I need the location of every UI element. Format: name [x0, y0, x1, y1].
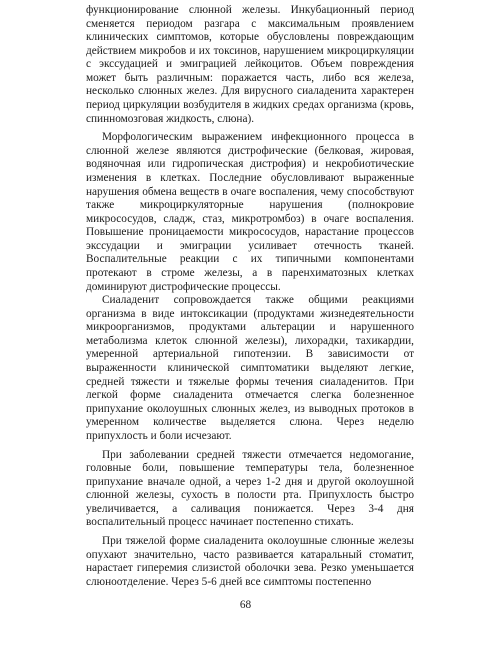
paragraph-1: функционирование слюнной железы. Инкубационный период сменяется периодом разгара с максимальным проявлением клинических симптомов, которые обусловлены повреждающим действием микробов и их токсинов, нарушением микроциркуляции с экссудацией и эмиграцией лейкоцитов. Объем повреждения может быть различным: поражается часть, либо вся железа, несколько слюнных желез. Для вирусного сиаладенита характерен период циркуляции возбудителя в жидких средах организма (кровь, спинномозговая жидкость, слюна). [86, 4, 414, 125]
paragraph-5: При тяжелой форме сиаладенита околоушные слюнные железы опухают значительно, часто развивается катаральный стоматит, нарастает гиперемия слизистой оболочки зева. Резко уменьшается слюноотделение. Через 5-6 дней все симптомы постепенно [86, 534, 414, 588]
paragraph-2: Морфологическим выражением инфекционного процесса в слюнной железе являются дистрофические (белковая, жировая, водяночная или гидропическая дистрофия) и некробиотические изменения в клетках. Последние обусловливают выраженные нарушения обмена веществ в очаге воспаления, чему способствуют также микроциркуляторные нарушения (полнокровие микрососудов, сладж, стаз, микротромбоз) в очаге воспаления. Повышение проницаемости микрососудов, нарастание процессов экссудации и эмиграции усиливает отечность тканей. Воспалительные реакции с их типичными компонентами протекают в строме железы, а в паренхиматозных клетках доминируют дистрофические процессы. [86, 131, 414, 293]
page-number: 68 [239, 599, 252, 611]
paragraph-3: Сиаладенит сопровождается также общими реакциями организма в виде интоксикации (продуктами жизнедеятельности микроорганизмов, продуктами альтерации и нарушенного метаболизма клеток слюнной железы), лихорадки, тахикардии, умеренной артериальной гипотензии. В зависимости от выраженности клинической симптоматики выделяют легкие, средней тяжести и тяжелые формы течения сиаладенитов. При легкой форме сиаладенита отмечается слегка болезненное припухание околоушных слюнных желез, из выводных протоков в умеренном количестве выделяется слюна. Через неделю припухлость и боли исчезают. [86, 294, 414, 442]
page-body [86, 4, 414, 589]
paragraph-4: При заболевании средней тяжести отмечается недомогание, головные боли, повышение температуры тела, болезненное припухание вначале одной, а через 1-2 дня и другой околоушной слюнной железы, сухость в полости рта. Припухлость быстро увеличивается, а саливация понижается. Через 3-4 дня воспалительный процесс начинает постепенно стихать. [86, 448, 414, 529]
